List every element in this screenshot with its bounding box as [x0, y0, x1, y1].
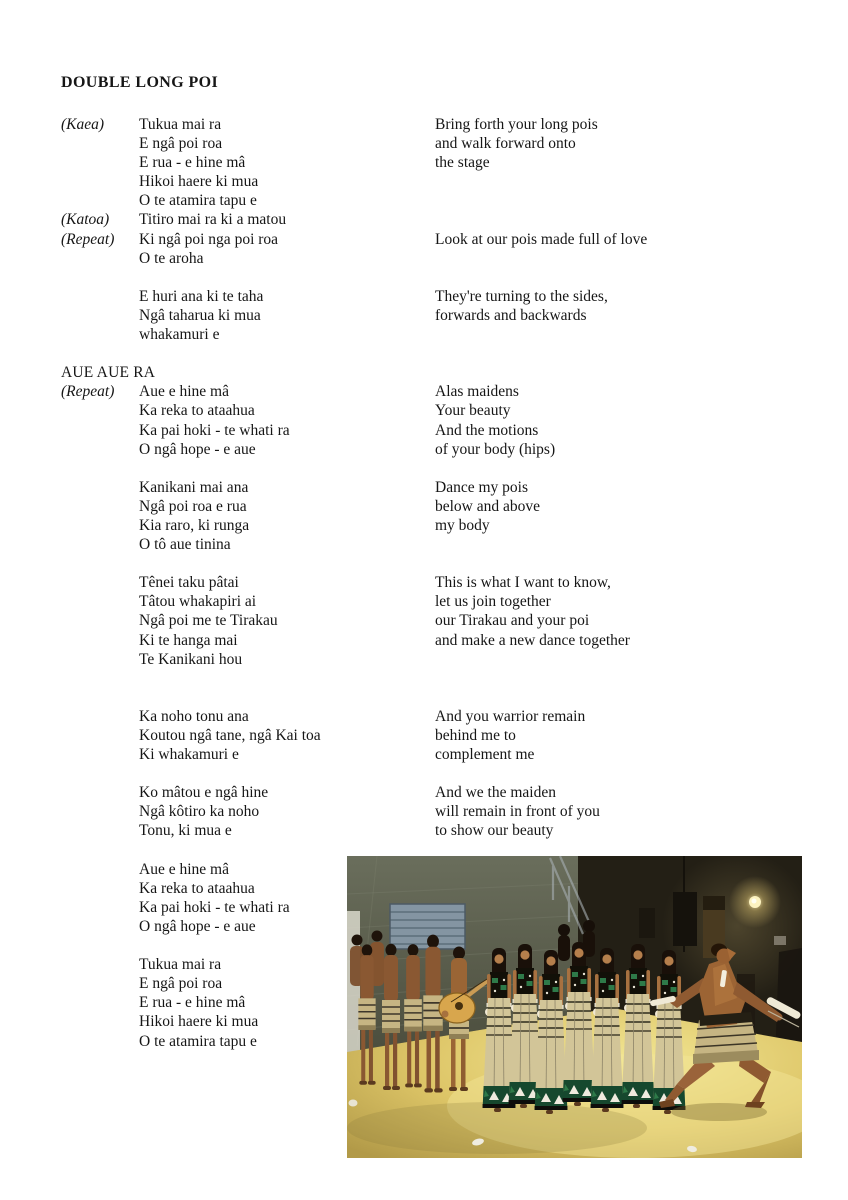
part-label — [61, 306, 139, 325]
maori-lyric-text: E huri ana ki te taha — [139, 287, 264, 305]
lyric-line — [61, 783, 801, 802]
maori-lyric-text: Hikoi haere ki mua — [139, 173, 259, 191]
english-translation: to show our beauty — [435, 822, 554, 840]
maori-lyric-text: Kia raro, ki runga — [139, 516, 250, 534]
part-label — [61, 860, 139, 879]
lyric-line — [61, 306, 801, 325]
maori-lyric-text: Hikoi haere ki mua — [139, 1013, 259, 1031]
part-label — [61, 325, 139, 344]
lyric-line — [61, 592, 801, 611]
part-label — [61, 401, 139, 420]
english-translation: will remain in front of you — [435, 803, 600, 821]
part-label — [61, 650, 139, 669]
part-label — [61, 917, 139, 936]
part-label — [61, 535, 139, 554]
lyric-line — [61, 382, 801, 401]
part-label — [61, 249, 139, 268]
lyric-line — [61, 115, 801, 134]
lyric-line — [61, 726, 801, 745]
part-label — [61, 134, 139, 153]
english-translation: And you warrior remain — [435, 707, 586, 725]
part-label: (Repeat) — [61, 230, 115, 248]
lyric-line — [61, 821, 801, 840]
part-label — [61, 440, 139, 459]
part-label: (Repeat) — [61, 383, 115, 401]
part-label — [61, 821, 139, 840]
maori-lyric-text: O ngâ hope - e aue — [139, 440, 256, 458]
section-heading — [61, 363, 801, 382]
lyric-line — [61, 631, 801, 650]
maori-lyric-text: Titiro mai ra ki a matou — [139, 211, 287, 229]
blank-line — [61, 554, 801, 573]
lyric-line — [61, 421, 801, 440]
part-label — [61, 955, 139, 974]
maori-lyric-text: O te aroha — [139, 249, 204, 267]
maori-lyric-text: Tâtou whakapiri ai — [139, 593, 257, 611]
lyric-line — [61, 478, 801, 497]
english-translation: and walk forward onto — [435, 135, 576, 153]
maori-lyric-text: E ngâ poi roa — [139, 975, 223, 993]
ceiling-lamp — [729, 876, 781, 928]
english-translation: They're turning to the sides, — [435, 287, 608, 305]
lyric-line — [61, 172, 801, 191]
maori-lyric-text: O ngâ hope - e aue — [139, 917, 256, 935]
maori-lyric-text: Ka reka to ataahua — [139, 402, 255, 420]
english-translation: And we the maiden — [435, 784, 556, 802]
part-label — [61, 1012, 139, 1031]
maori-lyric-text: Tonu, ki mua e — [139, 822, 232, 840]
performance-photo — [347, 856, 802, 1158]
part-label — [61, 745, 139, 764]
part-label — [61, 898, 139, 917]
maori-lyric-text: E ngâ poi roa — [139, 135, 223, 153]
english-translation: our Tirakau and your poi — [435, 612, 590, 630]
lyric-line — [61, 707, 801, 726]
english-translation: Alas maidens — [435, 383, 519, 401]
english-translation: of your body (hips) — [435, 440, 556, 458]
english-translation: Look at our pois made full of love — [435, 230, 648, 248]
english-translation: Dance my pois — [435, 478, 528, 496]
maori-lyric-text: Aue e hine mâ — [139, 383, 229, 401]
lyric-line — [61, 516, 801, 535]
part-label — [61, 287, 139, 306]
maori-lyric-text: Kanikani mai ana — [139, 478, 249, 496]
lyric-line — [61, 401, 801, 420]
lyric-line — [61, 745, 801, 764]
part-label — [61, 421, 139, 440]
section-heading-text: AUE AUE RA — [61, 364, 156, 382]
part-label — [61, 516, 139, 535]
part-label — [61, 172, 139, 191]
maori-lyric-text: O te atamira tapu e — [139, 192, 257, 210]
blank-line — [61, 344, 801, 363]
maori-lyric-text: Tukua mai ra — [139, 116, 222, 133]
part-label — [61, 879, 139, 898]
part-label — [61, 802, 139, 821]
lyric-line — [61, 249, 801, 268]
part-label — [61, 478, 139, 497]
maori-lyric-text: Ngâ poi roa e rua — [139, 497, 247, 515]
english-translation — [435, 172, 801, 191]
lyric-line — [61, 287, 801, 306]
maori-lyric-text: Aue e hine mâ — [139, 860, 229, 878]
maori-lyric-text: Koutou ngâ tane, ngâ Kai toa — [139, 727, 321, 744]
lyric-line — [61, 153, 801, 172]
maori-lyric-text: E rua - e hine mâ — [139, 994, 246, 1012]
part-label — [61, 1032, 139, 1051]
lyric-line — [61, 611, 801, 630]
maori-lyric-text: Ka pai hoki - te whati ra — [139, 898, 290, 916]
maori-lyric-text: Tênei taku pâtai — [139, 574, 239, 592]
lyric-line — [61, 134, 801, 153]
lyric-line — [61, 535, 801, 554]
lyric-line — [61, 210, 801, 229]
english-translation: behind me to — [435, 727, 516, 744]
maori-lyric-text: O tô aue tinina — [139, 536, 231, 554]
maori-lyric-text: Ngâ poi me te Tirakau — [139, 612, 278, 630]
english-translation: Bring forth your long pois — [435, 116, 598, 133]
blank-line — [61, 268, 801, 287]
lyric-line — [61, 230, 801, 249]
english-translation: This is what I want to know, — [435, 574, 611, 592]
english-translation: below and above — [435, 497, 541, 515]
part-label — [61, 783, 139, 802]
english-translation: my body — [435, 516, 490, 534]
part-label — [61, 191, 139, 210]
maori-lyric-text: Ki te hanga mai — [139, 631, 238, 649]
part-label — [61, 726, 139, 745]
maori-lyric-text: whakamuri e — [139, 326, 220, 344]
lyric-line — [61, 440, 801, 459]
blank-line — [61, 764, 801, 783]
part-label: (Kaea) — [61, 116, 105, 133]
english-translation: complement me — [435, 746, 535, 764]
lyric-line — [61, 573, 801, 592]
maori-lyric-text: Ka pai hoki - te whati ra — [139, 421, 290, 439]
part-label: (Katoa) — [61, 211, 110, 229]
lyric-line — [61, 650, 801, 669]
maori-lyric-text: Ko mâtou e ngâ hine — [139, 784, 269, 802]
document-title: DOUBLE LONG POI — [61, 74, 219, 91]
maori-lyric-text: Ngâ taharua ki mua — [139, 306, 261, 324]
maori-lyric-text: Ki ngâ poi nga poi roa — [139, 230, 279, 248]
english-translation — [435, 325, 801, 344]
maori-lyric-text: Ngâ kôtiro ka noho — [139, 803, 260, 821]
part-label — [61, 573, 139, 592]
lyric-line — [61, 497, 801, 516]
maori-lyric-text: Te Kanikani hou — [139, 650, 243, 668]
maori-lyric-text: Ki whakamuri e — [139, 746, 239, 764]
blank-line — [61, 688, 801, 707]
blank-line — [61, 459, 801, 478]
maori-lyric-text: Tukua mai ra — [139, 956, 222, 974]
lyric-line — [61, 325, 801, 344]
english-translation: and make a new dance together — [435, 631, 630, 649]
maori-lyric-text: O te atamira tapu e — [139, 1032, 257, 1050]
part-label — [61, 611, 139, 630]
maori-lyric-text: Ka reka to ataahua — [139, 879, 255, 897]
english-translation — [435, 249, 801, 268]
part-label — [61, 974, 139, 993]
lyric-line — [61, 191, 801, 210]
english-translation — [435, 210, 801, 229]
part-label — [61, 707, 139, 726]
english-translation: the stage — [435, 154, 490, 172]
english-translation — [435, 535, 801, 554]
lyric-line — [61, 802, 801, 821]
part-label — [61, 497, 139, 516]
english-translation: And the motions — [435, 421, 539, 439]
maori-lyric-text: E rua - e hine mâ — [139, 154, 246, 172]
english-translation: forwards and backwards — [435, 306, 587, 324]
blank-line — [61, 669, 801, 688]
english-translation: Your beauty — [435, 402, 511, 420]
english-translation — [435, 191, 801, 210]
maori-lyric-text: Ka noho tonu ana — [139, 707, 249, 725]
part-label — [61, 592, 139, 611]
part-label — [61, 631, 139, 650]
english-translation: let us join together — [435, 593, 551, 611]
part-label — [61, 153, 139, 172]
part-label — [61, 993, 139, 1012]
english-translation — [435, 650, 801, 669]
